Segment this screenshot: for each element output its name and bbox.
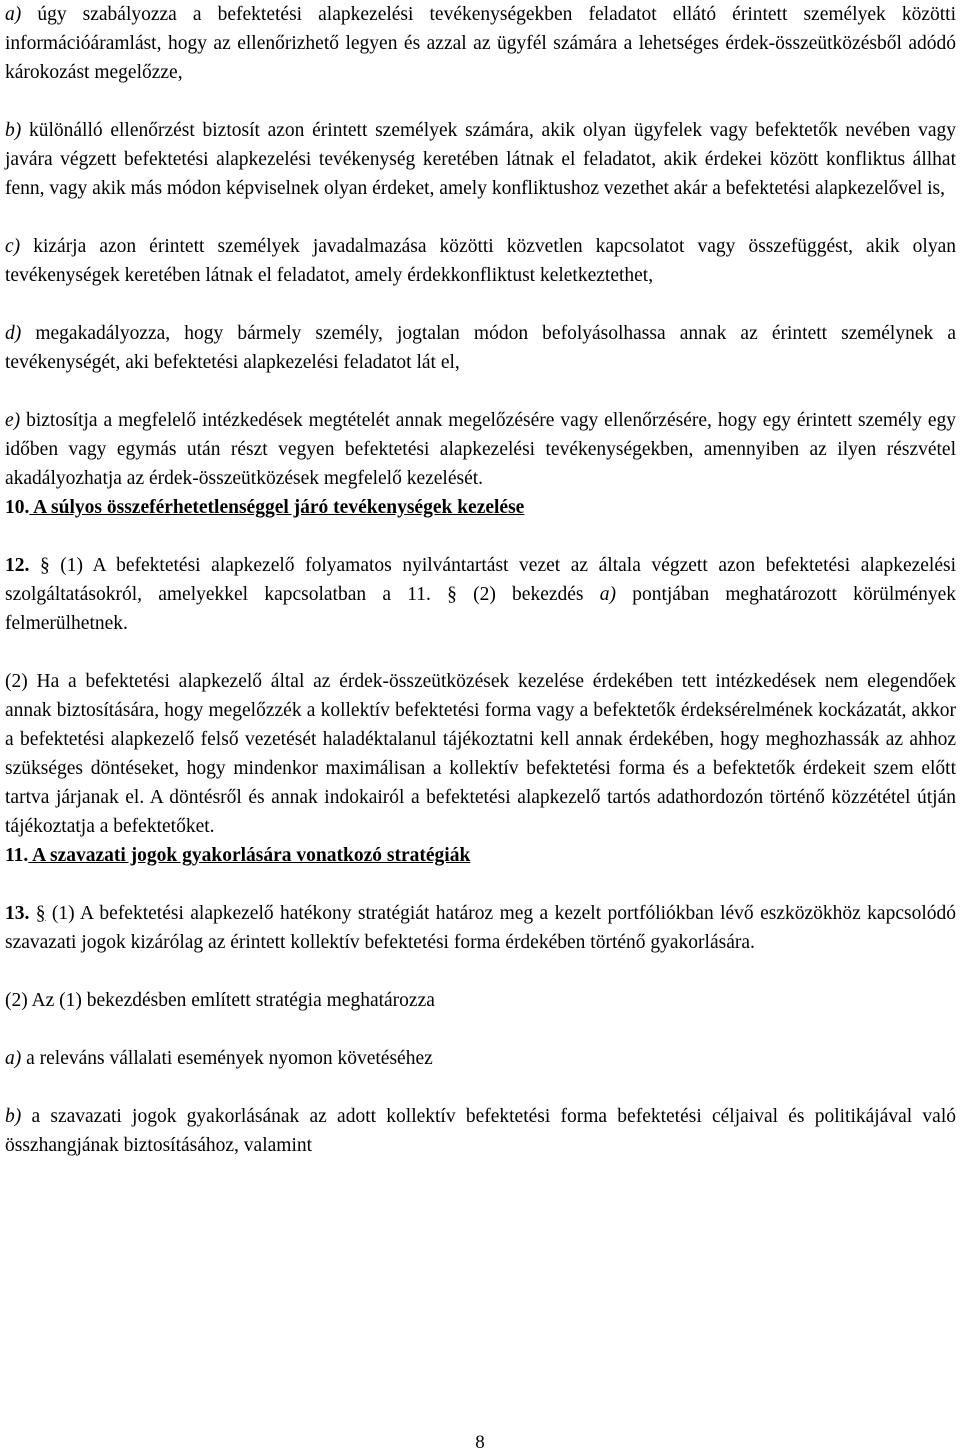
- paragraph-b-text: különálló ellenőrzést biztosít azon érintett személyek számára, akik olyan ügyfelek vagy befektetők nevében vagy javára végzett befektetési alapkezelési tevékenység keretében látnak el feladatot, akik érdekei között konfliktus állhat fenn, vagy akik más módon képviselnek olyan érdeket, amely konfliktushoz vezethet akár a befektetési alapkezelővel is,: [5, 120, 956, 199]
- page-number: 8: [475, 1432, 485, 1453]
- section-13-paragraph-2-text: (2) Az (1) bekezdésben említett stratégia meghatározza: [5, 990, 435, 1011]
- section-12-paragraph-1: [5, 551, 956, 638]
- section-12-text-1: (1) A befektetési alapkezelő folyamatos nyilvántartást vezet az általa végzett azon befektetési alapkezelési szolgáltatásokról, amelyekkel kapcsolatban a 11.: [5, 555, 957, 605]
- paragraph-e-text: biztosítja a megfelelő intézkedések megtételét annak megelőzésére vagy ellenőrzésére, hogy egy érintett személy egy időben vagy egymás után részt vegyen befektetési alapkezelési tevékenységekben, amennyiben az ilyen részvétel akadályozhatja az érdek-összeütközések megfelelő kezelését.: [5, 410, 956, 489]
- section-13-item-a-text: a releváns vállalati események nyomon követéséhez: [21, 1048, 433, 1069]
- paragraph-a: [5, 0, 956, 87]
- section-13-number: 13.: [5, 903, 30, 924]
- section-heading-11-number: 11.: [5, 845, 29, 866]
- section-12-ref: a): [599, 584, 616, 605]
- section-13-item-a: [5, 1044, 956, 1073]
- section-13-item-b: [5, 1102, 956, 1160]
- paragraph-d-text: megakadályozza, hogy bármely személy, jogtalan módon befolyásolhassa annak az érintett személynek a tevékenységét, aki befektetési alapkezelési feladatot lát el,: [5, 323, 956, 373]
- paragraph-a-label: a): [5, 4, 22, 25]
- paragraph-e: [5, 406, 956, 493]
- section-13-item-a-label: a): [5, 1048, 22, 1069]
- section-12-text-2: (2) bekezdés: [456, 584, 600, 605]
- paragraph-c: [5, 232, 956, 290]
- section-heading-11-title: A szavazati jogok gyakorlására vonatkozó stratégiák: [28, 845, 471, 866]
- paragraph-e-label: e): [5, 410, 21, 431]
- section-13-item-b-label: b): [5, 1106, 22, 1127]
- paragraph-d: [5, 319, 956, 377]
- paragraph-c-label: c): [5, 236, 21, 257]
- section-heading-11: [5, 841, 956, 870]
- section-13-paragraph-1: [5, 899, 956, 957]
- paragraph-a-text: úgy szabályozza a befektetési alapkezelési tevékenységekben feladatot ellátó érintett személyek közötti információáramlást, hogy az ellenőrizhető legyen és azzal az ügyfél számára a lehetséges érdek-összeütközésből adódó károkozást megelőzze,: [5, 4, 956, 83]
- section-12-paragraph-2-text: (2) Ha a befektetési alapkezelő által az érdek-összeütközések kezelése érdekében tett intézkedések nem elegendőek annak biztosítására, hogy megelőzzék a kollektív befektetési forma vagy a befektetők érdeksérelmének kockázatát, akkor a befektetési alapkezelő felső vezetését haladéktalanul tájékoztatni kell annak érdekében, hogy meghozhassák az ahhoz szükséges döntéseket, hogy mindenkor maximálisan a kollektív befektetési forma és a befektetők érdekeit szem előtt tartva járjanak el. A döntésről és annak indokairól a befektetési alapkezelő tartós adathordozón történő közzététel útján tájékoztatja a befektetőket.: [5, 671, 956, 837]
- paragraph-b-label: b): [5, 120, 22, 141]
- section-12-number: 12.: [5, 555, 30, 576]
- section-13-paragraph-2: [5, 986, 956, 1015]
- section-12-text-3: pontjában meghatározott körülmények felmerülhetnek.: [5, 584, 956, 634]
- section-12-sign: §: [39, 555, 50, 576]
- section-12-sign-2: §: [447, 584, 457, 605]
- paragraph-c-text: kizárja azon érintett személyek javadalmazása közötti közvetlen kapcsolatot vagy összefüggést, akik olyan tevékenységek keretében látnak el feladatot, amely érdekkonfliktust keletkeztethet,: [5, 236, 956, 286]
- section-heading-10-number: 10.: [5, 497, 30, 518]
- section-13-item-b-text: a szavazati jogok gyakorlásának az adott kollektív befektetési forma befektetési céljaival és politikájával való összhangjának biztosításához, valamint: [5, 1106, 956, 1156]
- section-heading-10-title: A súlyos összeférhetetlenséggel járó tevékenységek kezelése: [29, 497, 525, 518]
- document-page: [5, 0, 956, 1160]
- section-13-sign: §: [35, 903, 46, 924]
- paragraph-b: [5, 116, 956, 203]
- section-heading-10: [5, 493, 956, 522]
- section-12-paragraph-2: [5, 667, 956, 841]
- paragraph-d-label: d): [5, 323, 22, 344]
- section-13-text: (1) A befektetési alapkezelő hatékony stratégiát határoz meg a kezelt portfóliókban lévő eszközökhöz kapcsolódó szavazati jogok kizárólag az érintett kollektív befektetési forma érdekében történő gyakorlására.: [5, 903, 957, 953]
